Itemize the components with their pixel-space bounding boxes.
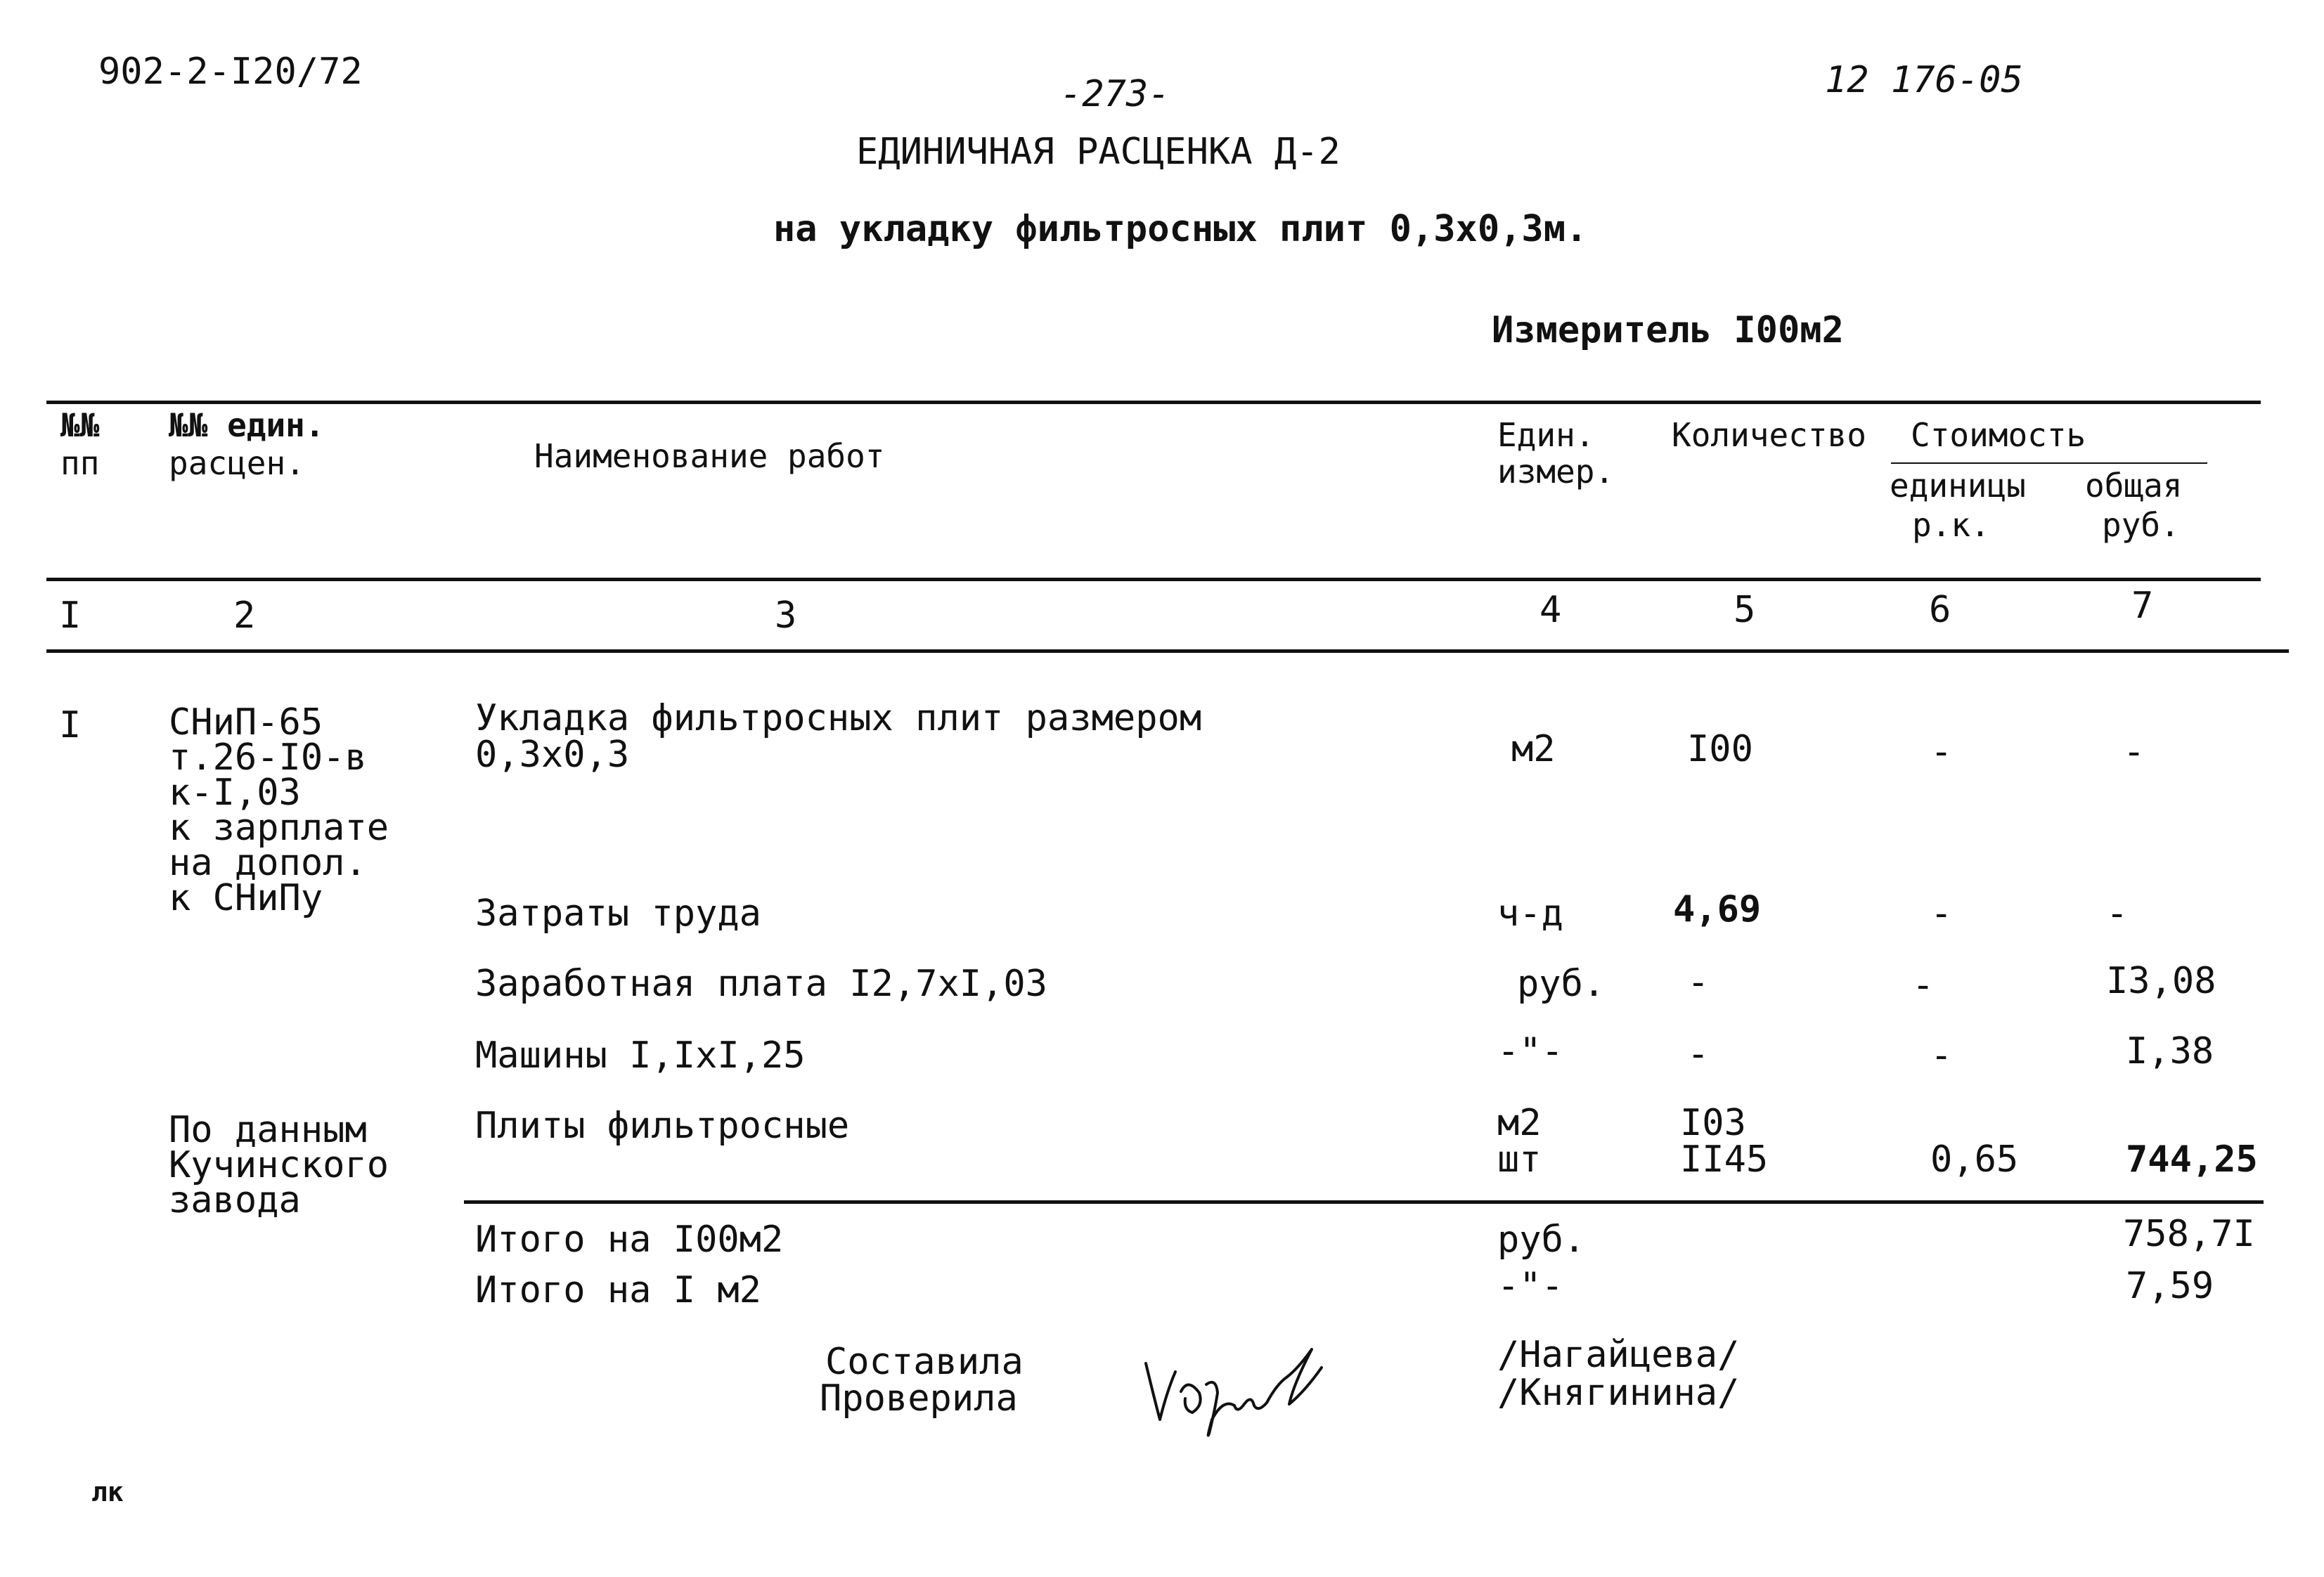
table-top-rule [46, 401, 2261, 404]
page-number: -273- [1060, 73, 1170, 115]
row1-name-line-1: Укладка фильтросных плит размером [475, 697, 1202, 739]
header-col3: Наименование работ [534, 437, 885, 475]
header-col4-a: Един. [1497, 416, 1595, 454]
compiled-by-label: Составила [825, 1341, 1024, 1383]
row3-unit-cost: - [1912, 964, 1935, 1006]
table-body-top-rule [46, 649, 2289, 653]
reference-line-5: на допол. [169, 842, 367, 884]
row-number: I [59, 704, 82, 746]
cost-subrule [1891, 462, 2207, 464]
header-col1-a: №№ [60, 406, 100, 444]
column-number-2: 2 [233, 595, 256, 637]
row1-name-line-2: 0,3х0,3 [475, 734, 630, 776]
reference-line-3: к-I,03 [169, 772, 301, 814]
reference-line-2: т.26-I0-в [169, 736, 367, 779]
row5-qty-2: II45 [1680, 1138, 1769, 1181]
column-number-5: 5 [1734, 589, 1756, 631]
row2-name: Затраты труда [475, 893, 761, 935]
row1-qty: I00 [1687, 728, 1753, 770]
meter-label: Измеритель I00м2 [1492, 309, 1844, 351]
compiled-by-name: /Нагайцева/ [1497, 1334, 1740, 1376]
row3-unit: руб. [1517, 963, 1606, 1005]
column-number-1: I [59, 595, 82, 637]
stamp-code: 12 176-05 [1825, 59, 2023, 101]
title-line-1: ЕДИНИЧНАЯ РАСЦЕНКА Д-2 [856, 131, 1341, 173]
column-number-6: 6 [1929, 589, 1951, 631]
row4-name: Машины I,IхI,25 [475, 1034, 806, 1077]
header-col1-b: пп [60, 444, 100, 482]
row3-total: I3,08 [2106, 960, 2216, 1002]
row1-unit-cost: - [1930, 731, 1953, 773]
total-per-100-value: 758,7I [2123, 1213, 2255, 1255]
total-per-1-label: Итого на I м2 [475, 1269, 761, 1311]
reference-line-1: СНиП-65 [169, 701, 323, 744]
column-number-7: 7 [2131, 585, 2154, 627]
header-col6-a: единицы [1890, 467, 2026, 505]
row2-qty: 4,69 [1673, 888, 1762, 930]
source-line-2: Кучинского [169, 1144, 389, 1186]
checked-by-name: /Княгинина/ [1497, 1372, 1740, 1414]
row4-total: I,38 [2126, 1030, 2214, 1072]
row5-qty: I03 [1680, 1102, 1746, 1144]
header-col6-b: р.к. [1912, 506, 1990, 544]
row4-unit: -"- [1497, 1030, 1563, 1072]
column-number-3: 3 [775, 595, 797, 637]
row2-total: - [2106, 893, 2129, 935]
header-cost: Стоимость [1911, 416, 2086, 454]
header-col7-a: общая [2085, 467, 2183, 505]
row5-name: Плиты фильтросные [475, 1105, 850, 1147]
document-code: 902-2-I20/72 [98, 51, 363, 93]
row4-unit-cost: - [1930, 1034, 1953, 1077]
checked-by-label: Проверила [820, 1377, 1018, 1420]
reference-line-4: к зарплате [169, 807, 389, 849]
total-per-1-value: 7,59 [2126, 1265, 2214, 1307]
footer-mark: лк [91, 1477, 124, 1507]
row5-unit: м2 [1497, 1102, 1542, 1144]
header-col7-b: руб. [2102, 506, 2180, 544]
totals-rule [464, 1200, 2264, 1204]
header-col2-b: расцен. [169, 444, 305, 482]
reference-line-6: к СНиПу [169, 877, 323, 919]
title-line-2: на укладку фильтросных плит 0,3х0,3м. [773, 208, 1588, 250]
row3-name: Заработная плата I2,7хI,03 [475, 963, 1047, 1005]
row5-unit-2: шт [1497, 1138, 1542, 1181]
row2-unit-cost: - [1930, 893, 1953, 935]
row5-total: 744,25 [2126, 1138, 2258, 1181]
handwritten-signature [1139, 1335, 1336, 1448]
row2-unit: ч-д [1497, 893, 1563, 935]
total-per-100-label: Итого на I00м2 [475, 1219, 784, 1261]
column-number-4: 4 [1539, 589, 1562, 631]
header-col4-b: измер. [1497, 453, 1615, 491]
total-per-1-unit: -"- [1497, 1265, 1563, 1307]
header-col2-a: №№ един. [169, 406, 325, 444]
row1-total: - [2123, 731, 2145, 773]
row3-qty: - [1687, 961, 1710, 1004]
source-line-1: По данным [169, 1109, 367, 1151]
column-numbers-top-rule [46, 578, 2261, 581]
row1-unit: м2 [1511, 728, 1556, 770]
header-col5: Количество [1672, 416, 1866, 454]
total-per-100-unit: руб. [1497, 1219, 1586, 1261]
row4-qty: - [1687, 1033, 1710, 1075]
source-line-3: завода [169, 1179, 301, 1221]
row5-unit-cost: 0,65 [1930, 1138, 2019, 1181]
